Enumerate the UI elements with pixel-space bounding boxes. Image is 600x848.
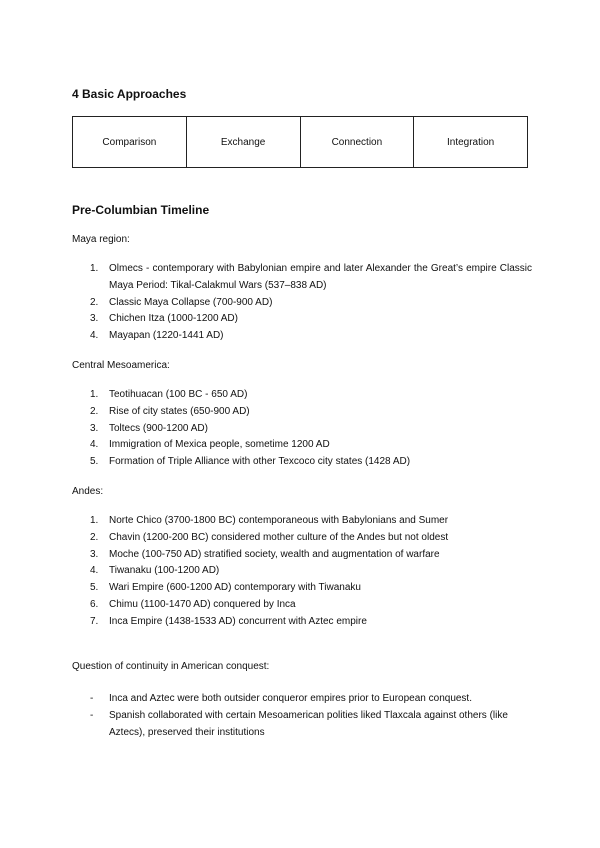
list-item: 4. Mayapan (1220-1441 AD)	[90, 330, 224, 342]
list-item: 3. Moche (100-750 AD) stratified society, wealth and augmentation of warfare	[90, 548, 440, 560]
list-item: - Inca and Aztec were both outsider conqueror empires prior to European conquest.	[90, 693, 472, 704]
list-item: 5. Wari Empire (600-1200 AD) contemporary with Tiwanaku	[90, 582, 361, 594]
central-label: Central Mesoamerica:	[72, 360, 170, 371]
andes-list	[72, 513, 532, 631]
approach-cell: Integration	[414, 117, 528, 168]
list-item: 2. Chavin (1200-200 BC) considered mother culture of the Andes but not oldest	[90, 531, 449, 543]
approaches-heading: 4 Basic Approaches	[72, 87, 187, 101]
continuity-label: Question of continuity in American conquest:	[72, 661, 270, 672]
maya-label: Maya region:	[72, 234, 130, 245]
maya-list	[72, 261, 532, 345]
list-item: 1. Olmecs - contemporary with Babylonian empire and later Alexander the Great’s empire Classic Maya Period: Tikal-Calakmul Wars (537–838 AD)	[90, 263, 532, 291]
list-item: 1. Teotihuacan (100 BC - 650 AD)	[90, 389, 248, 400]
list-item: 2. Rise of city states (650-900 AD)	[90, 405, 250, 417]
list-item: 3. Toltecs (900-1200 AD)	[90, 422, 208, 434]
list-item: 3. Chichen Itza (1000-1200 AD)	[90, 313, 238, 325]
list-item: 4. Immigration of Mexica people, sometime 1200 AD	[90, 439, 330, 451]
approach-cell: Connection	[300, 117, 414, 168]
continuity-list	[72, 691, 532, 741]
approaches-table	[72, 116, 528, 168]
approach-cell: Exchange	[186, 117, 300, 168]
central-list	[72, 387, 532, 471]
list-item: - Spanish collaborated with certain Mesoamerican polities liked Tlaxcala against others (like Aztecs), preserved their institutions	[90, 709, 508, 738]
andes-label: Andes:	[72, 486, 104, 497]
list-item: 4. Tiwanaku (100-1200 AD)	[90, 565, 220, 577]
timeline-heading: Pre-Columbian Timeline	[72, 203, 210, 217]
list-item: 1. Norte Chico (3700-1800 BC) contemporaneous with Babylonians and Sumer	[90, 515, 449, 526]
list-item: 6. Chimu (1100-1470 AD) conquered by Inca	[90, 598, 296, 610]
list-item: 2. Classic Maya Collapse (700-900 AD)	[90, 296, 273, 308]
list-item: 5. Formation of Triple Alliance with other Texcoco city states (1428 AD)	[90, 456, 411, 468]
list-item: 7. Inca Empire (1438-1533 AD) concurrent with Aztec empire	[90, 615, 367, 627]
approach-cell: Comparison	[73, 117, 187, 168]
